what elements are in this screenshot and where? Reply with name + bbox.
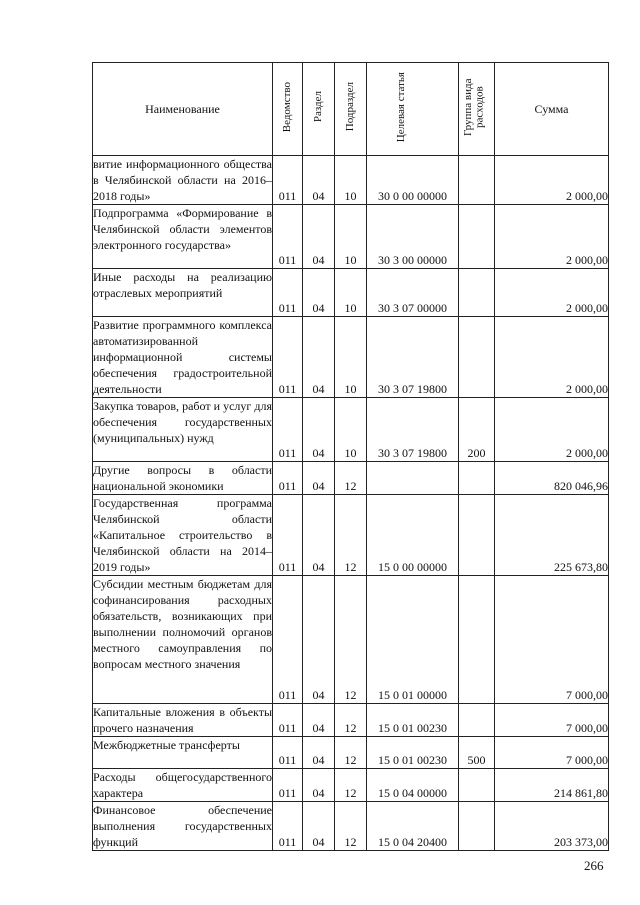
row-sum: 2 000,00 — [495, 156, 609, 205]
header-group-label: Группа вида расходов — [461, 78, 486, 136]
row-podrazdel: 12 — [335, 462, 367, 495]
table-row — [93, 205, 609, 269]
row-vedomstvo: 011 — [273, 398, 303, 462]
row-target: 15 0 00 00000 — [367, 495, 459, 576]
row-target: 15 0 04 00000 — [367, 769, 459, 802]
row-vedomstvo: 011 — [273, 156, 303, 205]
row-podrazdel: 10 — [335, 156, 367, 205]
table-row — [93, 156, 609, 205]
row-razdel: 04 — [303, 576, 335, 704]
row-vedomstvo: 011 — [273, 495, 303, 576]
row-sum: 820 046,96 — [495, 462, 609, 495]
budget-table — [92, 62, 609, 851]
header-vedomstvo — [273, 63, 303, 156]
row-vedomstvo: 011 — [273, 317, 303, 398]
row-razdel: 04 — [303, 398, 335, 462]
header-target — [367, 63, 459, 156]
page-number: 266 — [584, 858, 604, 873]
header-podrazdel — [335, 63, 367, 156]
row-group — [459, 205, 495, 269]
row-name: витие информационного общества в Челябинской области на 2016–2018 годы» — [93, 157, 272, 203]
row-target: 15 0 01 00230 — [367, 704, 459, 737]
row-podrazdel: 10 — [335, 398, 367, 462]
row-razdel: 04 — [303, 269, 335, 317]
row-group — [459, 462, 495, 495]
table-row — [93, 802, 609, 851]
row-target — [367, 462, 459, 495]
row-razdel: 04 — [303, 317, 335, 398]
row-name: Другие вопросы в области национальной экономики — [93, 463, 272, 493]
row-group — [459, 317, 495, 398]
header-podrazdel-label: Подраздел — [343, 82, 356, 132]
row-name: Субсидии местным бюджетам для софинансирования расходных обязательств, возникающих при выполнении полномочий органов местного самоуправления по вопросам местного значения — [93, 576, 273, 704]
row-target: 15 0 01 00230 — [367, 737, 459, 769]
header-razdel-label: Раздел — [311, 91, 324, 123]
row-target: 30 3 07 19800 — [367, 317, 459, 398]
row-vedomstvo: 011 — [273, 205, 303, 269]
row-name: Иные расходы на реализацию отраслевых мероприятий — [93, 269, 273, 317]
row-target: 30 3 07 00000 — [367, 269, 459, 317]
header-vedomstvo-label: Ведомство — [280, 81, 293, 133]
row-target: 15 0 04 20400 — [367, 802, 459, 851]
row-vedomstvo: 011 — [273, 737, 303, 769]
row-name: Развитие программного комплекса автоматизированной информационной системы обеспечения градостроительной деятельности — [93, 318, 272, 396]
row-name: Подпрограмма «Формирование в Челябинской области элементов электронного государства» — [93, 205, 273, 269]
row-vedomstvo: 011 — [273, 769, 303, 802]
row-group — [459, 802, 495, 851]
row-vedomstvo: 011 — [273, 802, 303, 851]
row-name: Капитальные вложения в объекты прочего назначения — [93, 705, 272, 735]
table-row — [93, 576, 609, 704]
row-group — [459, 156, 495, 205]
row-group — [459, 704, 495, 737]
header-razdel — [303, 63, 335, 156]
row-razdel: 04 — [303, 704, 335, 737]
row-sum: 2 000,00 — [495, 317, 609, 398]
row-podrazdel: 10 — [335, 205, 367, 269]
table-row — [93, 317, 609, 398]
row-target: 30 3 00 00000 — [367, 205, 459, 269]
row-target: 15 0 01 00000 — [367, 576, 459, 704]
row-vedomstvo: 011 — [273, 269, 303, 317]
table-row — [93, 769, 609, 802]
row-podrazdel: 12 — [335, 737, 367, 769]
row-target: 30 3 07 19800 — [367, 398, 459, 462]
row-vedomstvo: 011 — [273, 576, 303, 704]
row-podrazdel: 10 — [335, 317, 367, 398]
header-row — [93, 63, 609, 156]
header-target-label: Целевая статья — [394, 71, 407, 143]
row-group: 200 — [459, 398, 495, 462]
row-sum: 7 000,00 — [495, 704, 609, 737]
row-sum: 2 000,00 — [495, 398, 609, 462]
row-sum: 7 000,00 — [495, 737, 609, 769]
row-razdel: 04 — [303, 156, 335, 205]
row-sum: 225 673,80 — [495, 495, 609, 576]
row-name: Закупка товаров, работ и услуг для обеспечения государственных (муниципальных) нужд — [93, 398, 273, 462]
row-sum: 2 000,00 — [495, 269, 609, 317]
row-name: Финансовое обеспечение выполнения государственных функций — [93, 803, 272, 849]
row-group — [459, 495, 495, 576]
row-group — [459, 269, 495, 317]
row-podrazdel: 12 — [335, 769, 367, 802]
header-sum: Сумма — [495, 63, 609, 156]
row-podrazdel: 12 — [335, 802, 367, 851]
row-vedomstvo: 011 — [273, 462, 303, 495]
row-sum: 214 861,80 — [495, 769, 609, 802]
row-name: Расходы общегосударственного характера — [93, 770, 272, 800]
row-podrazdel: 12 — [335, 495, 367, 576]
row-podrazdel: 12 — [335, 704, 367, 737]
row-target: 30 0 00 00000 — [367, 156, 459, 205]
row-vedomstvo: 011 — [273, 704, 303, 737]
row-razdel: 04 — [303, 462, 335, 495]
table-row — [93, 462, 609, 495]
row-group — [459, 576, 495, 704]
table-row — [93, 269, 609, 317]
row-sum: 2 000,00 — [495, 205, 609, 269]
row-sum: 7 000,00 — [495, 576, 609, 704]
row-name: Государственная программа Челябинской области «Капитальное строительство в Челябинской области на 2014–2019 годы» — [93, 496, 272, 574]
header-name: Наименование — [93, 63, 273, 156]
table-row — [93, 737, 609, 769]
table-row — [93, 398, 609, 462]
row-podrazdel: 12 — [335, 576, 367, 704]
header-group — [459, 63, 495, 156]
row-name: Межбюджетные трансферты — [93, 737, 273, 769]
row-razdel: 04 — [303, 495, 335, 576]
row-podrazdel: 10 — [335, 269, 367, 317]
table-row — [93, 704, 609, 737]
row-razdel: 04 — [303, 769, 335, 802]
table-row — [93, 495, 609, 576]
row-sum: 203 373,00 — [495, 802, 609, 851]
row-razdel: 04 — [303, 205, 335, 269]
row-razdel: 04 — [303, 737, 335, 769]
row-group: 500 — [459, 737, 495, 769]
row-razdel: 04 — [303, 802, 335, 851]
row-group — [459, 769, 495, 802]
